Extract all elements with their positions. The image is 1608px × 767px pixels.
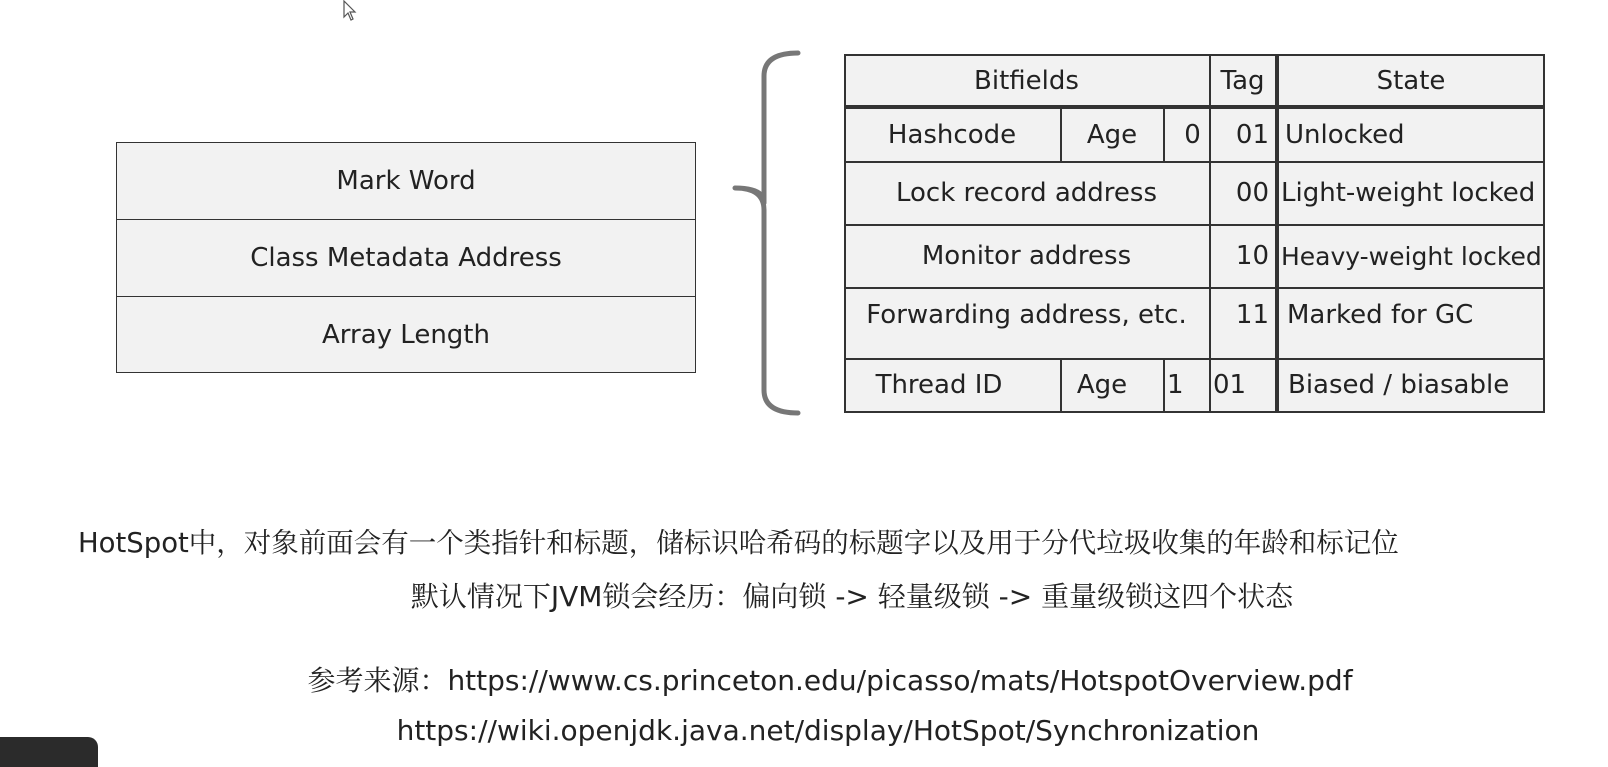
caption-hotspot-header: HotSpot中，对象前面会有一个类指针和标题，储标识哈希码的标题字以及用于分代垃圾收集的年龄和标记位 (78, 527, 1399, 559)
bottom-left-tab[interactable] (0, 737, 98, 767)
unlocked-hashcode: Hashcode (887, 120, 1017, 150)
header-bitfields: Bitfields (974, 65, 1079, 96)
mark-word-row: Mark Word (117, 143, 695, 220)
unlocked-age: Age (1086, 120, 1138, 150)
gc-state: Marked for GC (1287, 300, 1474, 330)
mouse-pointer-icon (343, 0, 357, 22)
array-length-row: Array Length (322, 320, 490, 350)
biased-state: Biased / biasable (1288, 370, 1510, 400)
biased-age: Age (1076, 370, 1128, 400)
caption-lock-states: 默认情况下JVM锁会经历：偏向锁 -> 轻量级锁 -> 重量级锁这四个状态 (410, 580, 1294, 613)
heavyweight-tag: 10 (1235, 241, 1269, 271)
object-header-box (116, 142, 696, 373)
biased-thread-id: Thread ID (875, 370, 1003, 400)
biased-tag: 01 (1213, 370, 1247, 400)
unlocked-state: Unlocked (1285, 120, 1405, 150)
biased-bit: 1 (1167, 370, 1184, 400)
caption-reference-source: 参考来源：https://www.cs.princeton.edu/picasso/mats/HotspotOverview.pdf (307, 664, 1353, 697)
unlocked-tag: 01 (1235, 120, 1269, 150)
header-tag: Tag (1220, 65, 1265, 96)
lightweight-state: Light-weight locked (1281, 178, 1536, 208)
heavyweight-bitfields: Monitor address (921, 241, 1132, 271)
lightweight-tag: 00 (1235, 178, 1269, 208)
class-metadata-address-row: Class Metadata Address (117, 220, 695, 297)
header-state: State (1376, 65, 1446, 96)
heavyweight-state: Heavy-weight locked (1281, 241, 1542, 271)
unlocked-bit: 0 (1184, 120, 1201, 150)
caption-reference-source-2: https://wiki.openjdk.java.net/display/HotSpot/Synchronization (396, 714, 1260, 747)
curly-brace (728, 48, 808, 420)
lightweight-bitfields: Lock record address (895, 178, 1157, 208)
gc-bitfields: Forwarding address, etc. (866, 300, 1187, 330)
gc-tag: 11 (1235, 300, 1269, 330)
mark-word-table (844, 54, 1545, 413)
